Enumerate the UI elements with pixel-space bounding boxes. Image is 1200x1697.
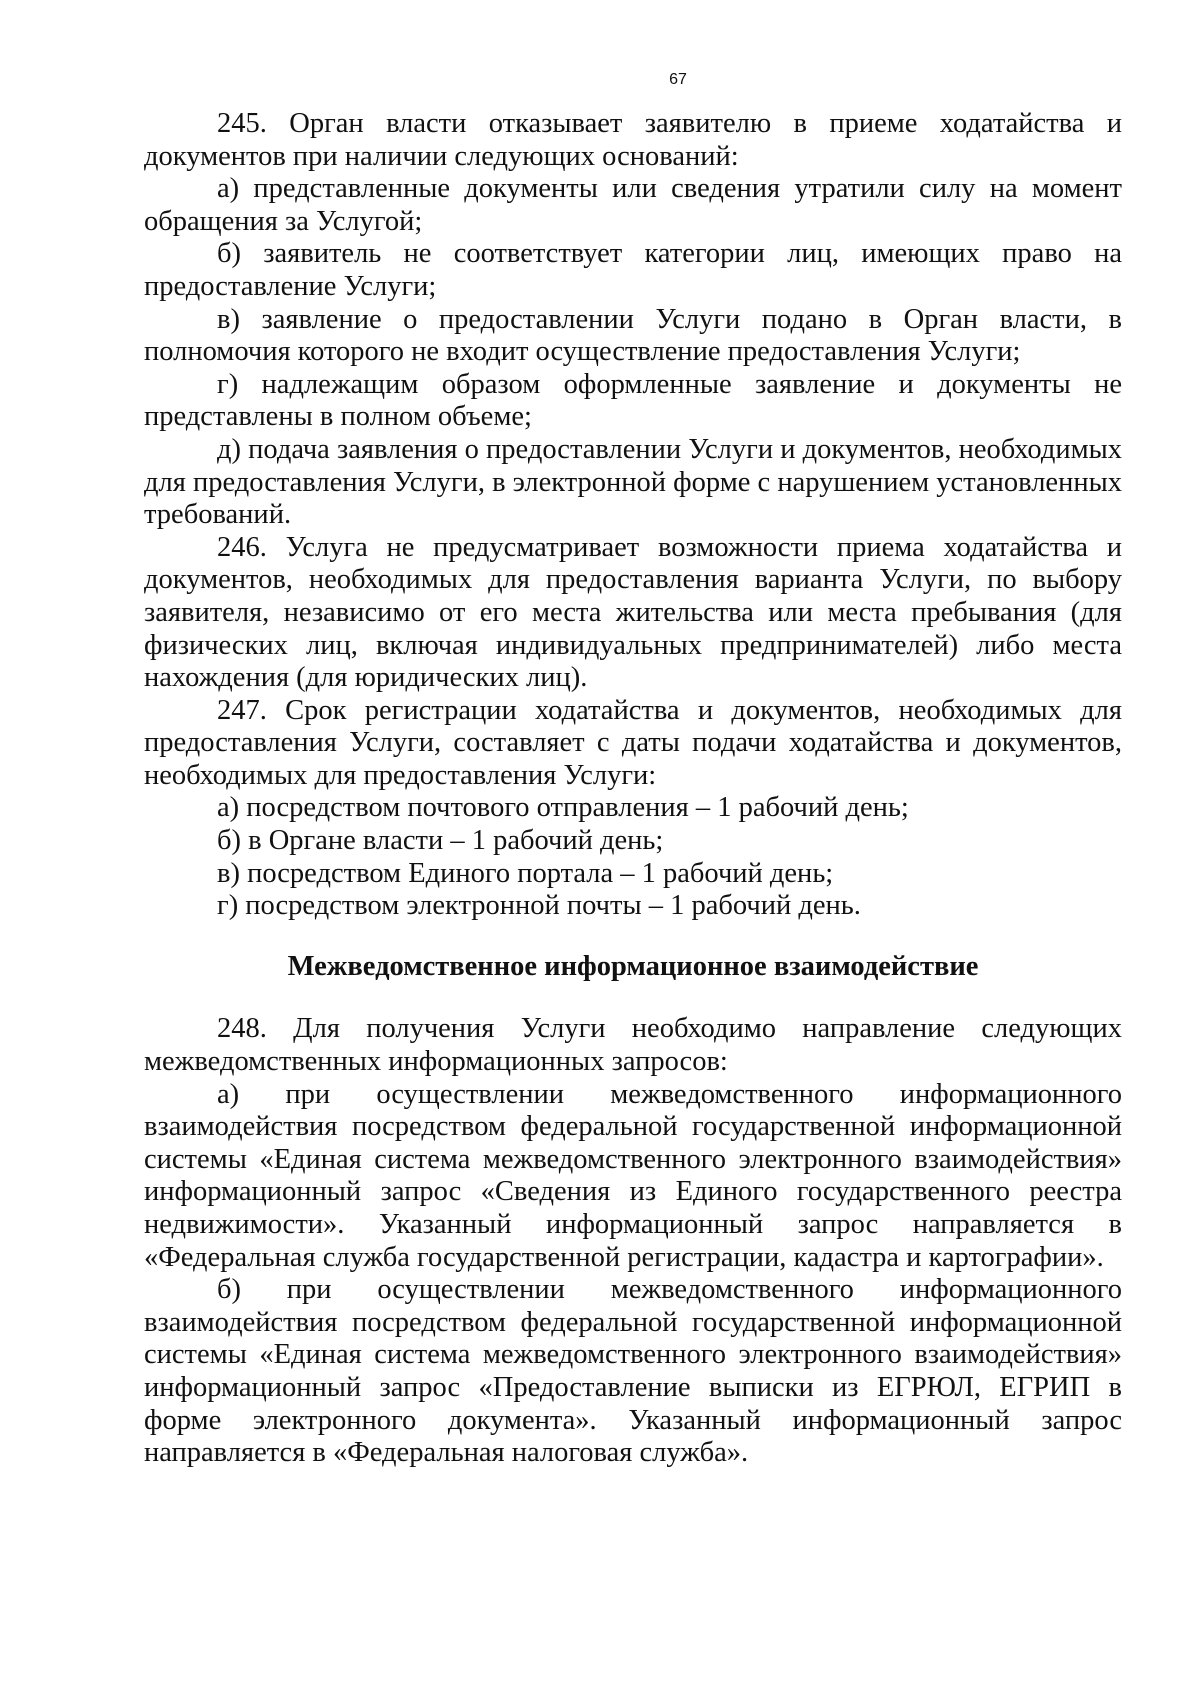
paragraph-248-intro: 248. Для получения Услуги необходимо направление следующих межведомственных информационных запросов: [144, 1013, 1122, 1078]
paragraph-248-item-a: а) при осуществлении межведомственного информационного взаимодействия посредством федеральной государственной информационной системы «Единая система межведомственного электронного взаимодействия» информационный запрос «Сведения из Единого государственного реестра недвижимости». Указанный информационный запрос направляется в «Федеральная служба государственной регистрации, кадастра и картографии». [144, 1078, 1122, 1273]
paragraph-245-item-v: в) заявление о предоставлении Услуги подано в Орган власти, в полномочия которого не входит осуществление предоставления Услуги; [144, 303, 1122, 368]
paragraph-245-intro: 245. Орган власти отказывает заявителю в приеме ходатайства и документов при наличии следующих оснований: [144, 108, 1122, 172]
paragraph-247-item-g: г) посредством электронной почты – 1 рабочий день. [217, 890, 861, 922]
paragraph-247-intro: 247. Срок регистрации ходатайства и документов, необходимых для предоставления Услуги, составляет с даты подачи ходатайства и документов, необходимых для предоставления Услуги: [144, 694, 1122, 791]
paragraph-247-item-a: а) посредством почтового отправления – 1 рабочий день; [217, 792, 909, 824]
section-heading: Межведомственное информационное взаимодействие [287, 950, 979, 982]
paragraph-248-item-b: б) при осуществлении межведомственного информационного взаимодействия посредством федеральной государственной информационной системы «Единая система межведомственного электронного взаимодействия» информационный запрос «Предоставление выписки из ЕГРЮЛ, ЕГРИП в форме электронного документа». Указанный информационный запрос направляется в «Федеральная налоговая служба». [144, 1274, 1122, 1469]
paragraph-245-item-g: г) надлежащим образом оформленные заявление и документы не представлены в полном объеме; [144, 368, 1122, 433]
paragraph-245-item-d: д) подача заявления о предоставлении Услуги и документов, необходимых для предоставления Услуги, в электронной форме с нарушением установленных требований. [144, 433, 1122, 531]
paragraph-247-item-v: в) посредством Единого портала – 1 рабочий день; [217, 857, 834, 889]
page-number: 67 [669, 71, 687, 88]
paragraph-247-item-b: б) в Органе власти – 1 рабочий день; [217, 825, 664, 857]
paragraph-246: 246. Услуга не предусматривает возможности приема ходатайства и документов, необходимых для предоставления варианта Услуги, по выбору заявителя, независимо от его места жительства или места пребывания (для физических лиц, включая индивидуальных предпринимателей) либо места нахождения (для юридических лиц). [144, 531, 1122, 694]
paragraph-245-item-a: а) представленные документы или сведения утратили силу на момент обращения за Услугой; [144, 173, 1122, 237]
document-page [144, 70, 1122, 1470]
paragraph-245-item-b: б) заявитель не соответствует категории лиц, имеющих право на предоставление Услуги; [144, 238, 1122, 302]
